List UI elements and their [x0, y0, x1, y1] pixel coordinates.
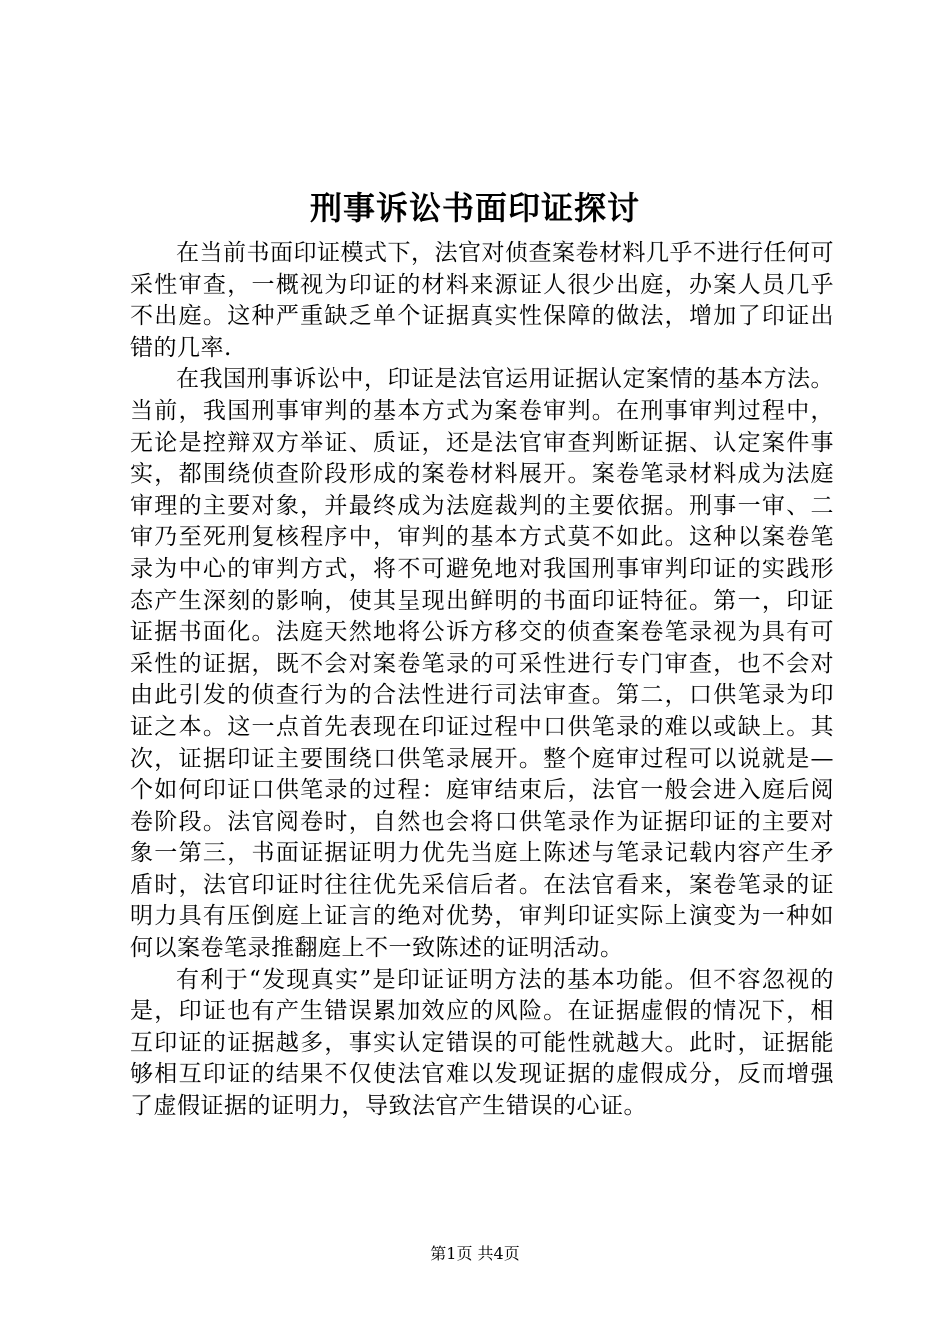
page-footer: [0, 1243, 950, 1265]
paragraph-3: 有利于“发现真实”是印证证明方法的基本功能。但不容忽视的是，印证也有产生错误累加效应的风险。在证据虚假的情况下，相互印证的证据越多，事实认定错误的可能性就越大。此时，证据能够相互印证的结果不仅使法官难以发现证据的虚假成分，反而增强了虚假证据的证明力，导致法官产生错误的心证。: [130, 966, 834, 1120]
document-body: [130, 238, 834, 1123]
paragraph-1: 在当前书面印证模式下，法官对侦查案卷材料几乎不进行任何可采性审查，一概视为印证的材料来源证人很少出庭，办案人员几乎不出庭。这种严重缺乏单个证据真实性保障的做法，增加了印证出错的几率.: [130, 240, 834, 361]
page-number-indicator: 第1页 共4页: [430, 1244, 520, 1263]
paragraph-2: 在我国刑事诉讼中，印证是法官运用证据认定案情的基本方法。当前，我国刑事审判的基本方式为案卷审判。在刑事审判过程中，无论是控辩双方举证、质证，还是法官审查判断证据、认定案件事实，都围绕侦查阶段形成的案卷材料展开。案卷笔录材料成为法庭审理的主要对象，并最终成为法庭裁判的主要依据。刑事一审、二审乃至死刑复核程序中，审判的基本方式莫不如此。这种以案卷笔录为中心的审判方式，将不可避免地对我国刑事审判印证的实践形态产生深刻的影响，使其呈现出鲜明的书面印证特征。第一，印证证据书面化。法庭天然地将公诉方移交的侦查案卷笔录视为具有可采性的证据，既不会对案卷笔录的可采性进行专门审查，也不会对由此引发的侦查行为的合法性进行司法审查。第二，口供笔录为印证之本。这一点首先表现在印证过程中口供笔录的难以或缺上。其次，证据印证主要围绕口供笔录展开。整个庭审过程可以说就是—个如何印证口供笔录的过程：庭审结束后，法官一般会进入庭后阅卷阶段。法官阅卷时，自然也会将口供笔录作为证据印证的主要对象一第三，书面证据证明力优先当庭上陈述与笔录记载内容产生矛盾时，法官印证时往往优先采信后者。在法官看来，案卷笔录的证明力具有压倒庭上证言的绝对优势，审判印证实际上演变为一种如何以案卷笔录推翻庭上不一致陈述的证明活动。: [130, 366, 834, 962]
document-title: 刑事诉讼书面印证探讨: [309, 189, 640, 227]
